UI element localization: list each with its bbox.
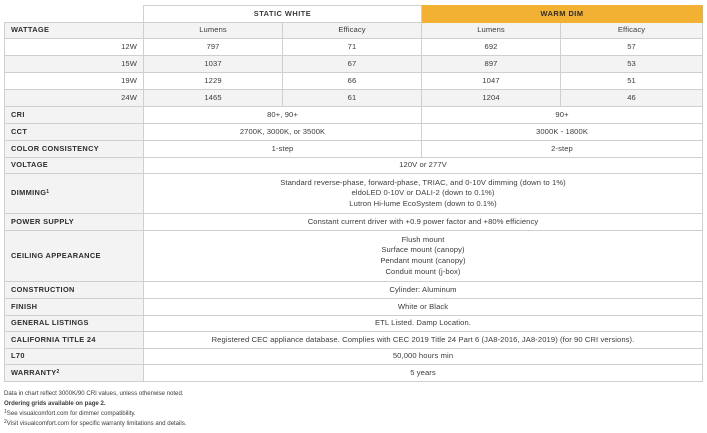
finish-row: [5, 299, 703, 316]
power-supply-value: Constant current driver with +0.9 power factor and +80% efficiency: [144, 214, 703, 231]
cri-label: CRI: [5, 107, 144, 124]
dimming-row: [5, 174, 703, 214]
footnote-1-text: See visualcomfort.com for dimmer compatibility.: [6, 410, 136, 417]
warm-efficacy-value: 46: [561, 90, 703, 107]
color-consistency-label: COLOR CONSISTENCY: [5, 141, 144, 158]
wattage-value: 19W: [5, 73, 144, 90]
cri-warm-value: 90+: [422, 107, 703, 124]
ceiling-appearance-line: Flush mount: [401, 234, 445, 244]
dimming-label-cell: [5, 174, 144, 214]
warm-efficacy-value: 57: [561, 39, 703, 56]
wattage-row: [5, 56, 703, 73]
wattage-label: WATTAGE: [5, 23, 144, 39]
general-listings-value: ETL Listed. Damp Location.: [144, 316, 703, 332]
footnote-1-mark: 1: [4, 409, 7, 415]
warm-efficacy-value: 51: [561, 73, 703, 90]
general-listings-label: GENERAL LISTINGS: [5, 316, 144, 332]
warm-lumens-value: 1047: [422, 73, 561, 90]
wattage-row: [5, 39, 703, 56]
warm-lumens-value: 692: [422, 39, 561, 56]
l70-value: 50,000 hours min: [144, 349, 703, 365]
cri-row: [5, 107, 703, 124]
warm-efficacy-value: 53: [561, 56, 703, 73]
warm-lumens-col-header: Lumens: [422, 23, 561, 39]
static-efficacy-col-header: Efficacy: [283, 23, 422, 39]
warm-efficacy-col-header: Efficacy: [561, 23, 703, 39]
ceiling-appearance-row: [5, 231, 703, 282]
header-blank-cell: [5, 6, 144, 23]
data-note: Data in chart reflect 3000K/90 CRI values, unless otherwise noted.: [4, 390, 184, 397]
wattage-value: 12W: [5, 39, 144, 56]
footnote-2-mark: 2: [4, 419, 7, 425]
l70-label: L70: [5, 349, 144, 365]
ceiling-appearance-label: CEILING APPEARANCE: [5, 231, 144, 282]
static-lumens-value: 1229: [144, 73, 283, 90]
finish-label: FINISH: [5, 299, 144, 316]
dimming-footnote-mark: 1: [46, 189, 50, 196]
wattage-value: 24W: [5, 90, 144, 107]
dimming-label: DIMMING: [11, 188, 47, 198]
warranty-footnote-mark: 2: [56, 368, 60, 375]
voltage-row: [5, 158, 703, 174]
general-listings-row: [5, 316, 703, 332]
cct-label: CCT: [5, 124, 144, 141]
footnotes: [4, 389, 187, 429]
static-lumens-value: 797: [144, 39, 283, 56]
cct-row: [5, 124, 703, 141]
power-supply-label: POWER SUPPLY: [5, 214, 144, 231]
warm-lumens-value: 1204: [422, 90, 561, 107]
warranty-label-cell: [5, 365, 144, 382]
static-lumens-value: 1037: [144, 56, 283, 73]
ceiling-appearance-line: Conduit mount (j-box): [385, 266, 461, 276]
dimming-line: Standard reverse-phase, forward-phase, TRIAC, and 0-10V dimming (down to 1%): [280, 177, 566, 187]
ceiling-appearance-value: [144, 231, 703, 282]
wattage-row: [5, 90, 703, 107]
footnote-2-text: Visit visualcomfort.com for specific warranty limitations and details.: [6, 420, 187, 427]
construction-row: [5, 282, 703, 299]
ordering-note: Ordering grids available on page 2.: [4, 400, 106, 407]
dimming-value: [144, 174, 703, 214]
power-supply-row: [5, 214, 703, 231]
header-row: [5, 6, 703, 23]
warranty-row: [5, 365, 703, 382]
l70-row: [5, 349, 703, 365]
color-consistency-static-value: 1-step: [144, 141, 422, 158]
warm-lumens-value: 897: [422, 56, 561, 73]
static-efficacy-value: 67: [283, 56, 422, 73]
voltage-label: VOLTAGE: [5, 158, 144, 174]
warm-dim-header: WARM DIM: [422, 6, 703, 23]
warranty-label: WARRANTY: [11, 367, 57, 377]
finish-value: White or Black: [144, 299, 703, 316]
cri-static-value: 80+, 90+: [144, 107, 422, 124]
warranty-value: 5 years: [144, 365, 703, 382]
construction-value: Cylinder: Aluminum: [144, 282, 703, 299]
california-title-24-value: Registered CEC appliance database. Complies with CEC 2019 Title 24 Part 6 (JA8-2016, JA8-2019) (for 90 CRI versions).: [144, 332, 703, 349]
cct-warm-value: 3000K - 1800K: [422, 124, 703, 141]
color-consistency-warm-value: 2-step: [422, 141, 703, 158]
footnote-2: [4, 419, 187, 429]
static-efficacy-value: 71: [283, 39, 422, 56]
footnote-1: [4, 409, 187, 419]
static-lumens-value: 1465: [144, 90, 283, 107]
static-efficacy-value: 61: [283, 90, 422, 107]
static-white-header: STATIC WHITE: [144, 6, 422, 23]
dimming-line: Lutron Hi-lume EcoSystem (down to 0.1%): [349, 198, 497, 208]
voltage-value: 120V or 277V: [144, 158, 703, 174]
spec-table: [4, 5, 703, 382]
static-efficacy-value: 66: [283, 73, 422, 90]
static-lumens-col-header: Lumens: [144, 23, 283, 39]
cct-static-value: 2700K, 3000K, or 3500K: [144, 124, 422, 141]
wattage-value: 15W: [5, 56, 144, 73]
ceiling-appearance-line: Pendant mount (canopy): [380, 256, 466, 265]
ceiling-appearance-line: Surface mount (canopy): [381, 245, 465, 255]
dimming-line: eldoLED 0-10V or DALI-2 (down to 0.1%): [351, 188, 495, 198]
construction-label: CONSTRUCTION: [5, 282, 144, 299]
california-title-24-label: CALIFORNIA TITLE 24: [5, 332, 144, 349]
wattage-header-row: [5, 23, 703, 39]
california-title-24-row: [5, 332, 703, 349]
wattage-row: [5, 73, 703, 90]
color-consistency-row: [5, 141, 703, 158]
